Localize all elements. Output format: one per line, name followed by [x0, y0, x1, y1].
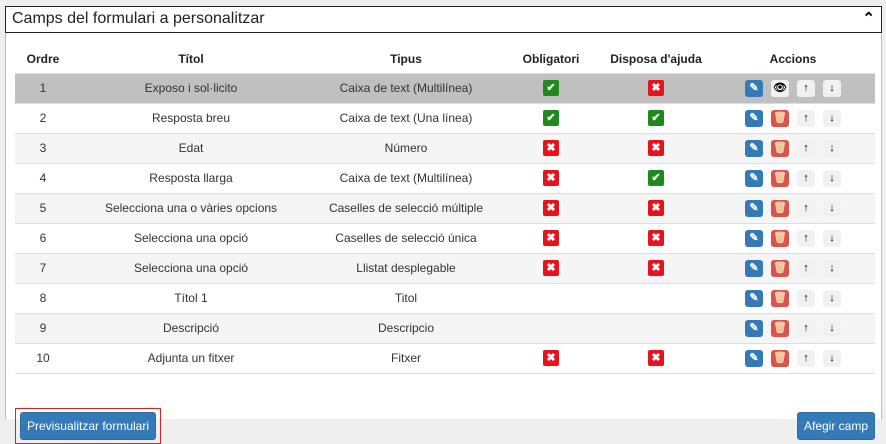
delete-button[interactable]: 🗑	[771, 260, 789, 277]
cell-ordre: 6	[15, 223, 71, 253]
move-down-button[interactable]: ↓	[823, 200, 841, 217]
cell-ordre: 7	[15, 253, 71, 283]
check-icon: ✔	[648, 110, 664, 126]
move-down-button[interactable]: ↓	[823, 350, 841, 367]
cell-accions	[711, 253, 875, 283]
cell-ajuda	[601, 73, 711, 103]
edit-button[interactable]: ✎	[745, 110, 763, 127]
cell-ordre: 2	[15, 103, 71, 133]
cell-tipus: Titol	[311, 283, 501, 313]
table-row[interactable]	[15, 163, 875, 193]
cell-titol: Resposta llarga	[71, 163, 311, 193]
cell-tipus: Caselles de selecció múltiple	[311, 193, 501, 223]
cell-titol: Resposta breu	[71, 103, 311, 133]
cell-titol: Selecciona una o vàries opcions	[71, 193, 311, 223]
move-down-button[interactable]: ↓	[823, 140, 841, 157]
cell-titol: Exposo i sol·licito	[71, 73, 311, 103]
move-up-button[interactable]: ↑	[797, 110, 815, 127]
table-row[interactable]	[15, 313, 875, 343]
cross-icon: ✖	[648, 260, 664, 276]
visibility-toggle-button[interactable]: 👁	[771, 80, 789, 97]
cell-ordre: 9	[15, 313, 71, 343]
cell-obligatori	[501, 133, 601, 163]
chevron-up-icon[interactable]: ⌃	[862, 10, 875, 27]
cell-accions	[711, 193, 875, 223]
cell-obligatori	[501, 193, 601, 223]
cell-obligatori	[501, 283, 601, 313]
cell-tipus: Caselles de selecció única	[311, 223, 501, 253]
move-up-button[interactable]: ↑	[797, 140, 815, 157]
move-up-button[interactable]: ↑	[797, 200, 815, 217]
cell-tipus: Caixa de text (Multilínea)	[311, 73, 501, 103]
edit-button[interactable]: ✎	[745, 140, 763, 157]
cross-icon: ✖	[648, 230, 664, 246]
cell-obligatori	[501, 253, 601, 283]
col-ordre: Ordre	[26, 51, 60, 66]
cross-icon: ✖	[543, 350, 559, 366]
move-down-button[interactable]: ↓	[823, 170, 841, 187]
cell-obligatori	[501, 343, 601, 373]
edit-button[interactable]: ✎	[745, 350, 763, 367]
cell-titol: Títol 1	[71, 283, 311, 313]
table-row[interactable]	[15, 73, 875, 103]
move-down-button[interactable]: ↓	[823, 290, 841, 307]
move-up-button[interactable]: ↑	[797, 170, 815, 187]
cell-ajuda	[601, 133, 711, 163]
cell-ajuda	[601, 163, 711, 193]
cell-ordre: 1	[15, 73, 71, 103]
cell-titol: Adjunta un fitxer	[71, 343, 311, 373]
move-down-button[interactable]: ↓	[823, 80, 841, 97]
cell-ordre: 8	[15, 283, 71, 313]
cell-titol: Selecciona una opció	[71, 253, 311, 283]
cell-ordre: 5	[15, 193, 71, 223]
cell-obligatori	[501, 163, 601, 193]
move-up-button[interactable]: ↑	[797, 260, 815, 277]
col-titol: Títol	[178, 51, 204, 66]
move-down-button[interactable]: ↓	[823, 260, 841, 277]
table-row[interactable]	[15, 133, 875, 163]
edit-button[interactable]: ✎	[745, 170, 763, 187]
panel-title: Camps del formulari a personalitzar	[12, 10, 265, 27]
cell-ordre: 10	[15, 343, 71, 373]
col-obligatori: Obligatori	[522, 51, 580, 66]
cell-tipus: Caixa de text (Multilínea)	[311, 163, 501, 193]
move-up-button[interactable]: ↑	[797, 350, 815, 367]
move-down-button[interactable]: ↓	[823, 110, 841, 127]
cross-icon: ✖	[648, 350, 664, 366]
add-field-button[interactable]: Afegir camp	[797, 412, 875, 440]
col-tipus: Tipus	[390, 51, 422, 66]
edit-button[interactable]: ✎	[745, 80, 763, 97]
cross-icon: ✖	[648, 140, 664, 156]
cell-accions	[711, 223, 875, 253]
move-up-button[interactable]: ↑	[797, 230, 815, 247]
edit-button[interactable]: ✎	[745, 260, 763, 277]
delete-button[interactable]: 🗑	[771, 110, 789, 127]
cell-ajuda	[601, 343, 711, 373]
cross-icon: ✖	[648, 80, 664, 96]
check-icon: ✔	[543, 110, 559, 126]
delete-button[interactable]: 🗑	[771, 200, 789, 217]
cell-accions	[711, 283, 875, 313]
cross-icon: ✖	[543, 200, 559, 216]
cell-obligatori	[501, 313, 601, 343]
cell-ordre: 3	[15, 133, 71, 163]
cross-icon: ✖	[648, 200, 664, 216]
cell-titol: Edat	[71, 133, 311, 163]
cross-icon: ✖	[543, 140, 559, 156]
delete-button[interactable]: 🗑	[771, 350, 789, 367]
panel-body	[5, 33, 882, 433]
edit-button[interactable]: ✎	[745, 230, 763, 247]
table-row[interactable]	[15, 193, 875, 223]
cell-accions	[711, 103, 875, 133]
cell-accions	[711, 133, 875, 163]
delete-button[interactable]: 🗑	[771, 290, 789, 307]
cell-ajuda	[601, 283, 711, 313]
cell-ajuda	[601, 313, 711, 343]
cell-tipus: Llistat desplegable	[311, 253, 501, 283]
preview-form-button[interactable]: Previsualitzar formulari	[20, 412, 156, 440]
delete-button[interactable]: 🗑	[771, 170, 789, 187]
move-down-button[interactable]: ↓	[823, 230, 841, 247]
cell-ajuda	[601, 253, 711, 283]
cell-accions	[711, 73, 875, 103]
check-icon: ✔	[543, 80, 559, 96]
table-row[interactable]	[15, 253, 875, 283]
cell-accions	[711, 343, 875, 373]
move-down-button[interactable]: ↓	[823, 320, 841, 337]
table-row[interactable]	[15, 283, 875, 313]
col-accions: Accions	[769, 51, 817, 66]
cell-obligatori	[501, 223, 601, 253]
edit-button[interactable]: ✎	[745, 290, 763, 307]
move-up-button[interactable]: ↑	[797, 80, 815, 97]
delete-button[interactable]: 🗑	[771, 230, 789, 247]
check-icon: ✔	[648, 170, 664, 186]
cell-obligatori	[501, 73, 601, 103]
table-row[interactable]	[15, 343, 875, 373]
delete-button[interactable]: 🗑	[771, 320, 789, 337]
fields-table	[15, 45, 875, 374]
cell-tipus: Fitxer	[311, 343, 501, 373]
cross-icon: ✖	[543, 170, 559, 186]
move-up-button[interactable]: ↑	[797, 320, 815, 337]
cell-titol: Descripció	[71, 313, 311, 343]
cell-ordre: 4	[15, 163, 71, 193]
cell-accions	[711, 163, 875, 193]
cell-tipus: Descripcio	[311, 313, 501, 343]
cell-tipus: Caixa de text (Una línea)	[311, 103, 501, 133]
panel-header[interactable]	[5, 6, 882, 33]
cell-ajuda	[601, 223, 711, 253]
cell-obligatori	[501, 103, 601, 133]
edit-button[interactable]: ✎	[745, 200, 763, 217]
cross-icon: ✖	[543, 260, 559, 276]
edit-button[interactable]: ✎	[745, 320, 763, 337]
table-row[interactable]	[15, 223, 875, 253]
cell-ajuda	[601, 193, 711, 223]
move-up-button[interactable]: ↑	[797, 290, 815, 307]
cell-titol: Selecciona una opció	[71, 223, 311, 253]
cross-icon: ✖	[543, 230, 559, 246]
col-ajuda: Disposa d'ajuda	[610, 51, 702, 66]
delete-button[interactable]: 🗑	[771, 140, 789, 157]
table-row[interactable]	[15, 103, 875, 133]
cell-accions	[711, 313, 875, 343]
cell-ajuda	[601, 103, 711, 133]
cell-tipus: Número	[311, 133, 501, 163]
